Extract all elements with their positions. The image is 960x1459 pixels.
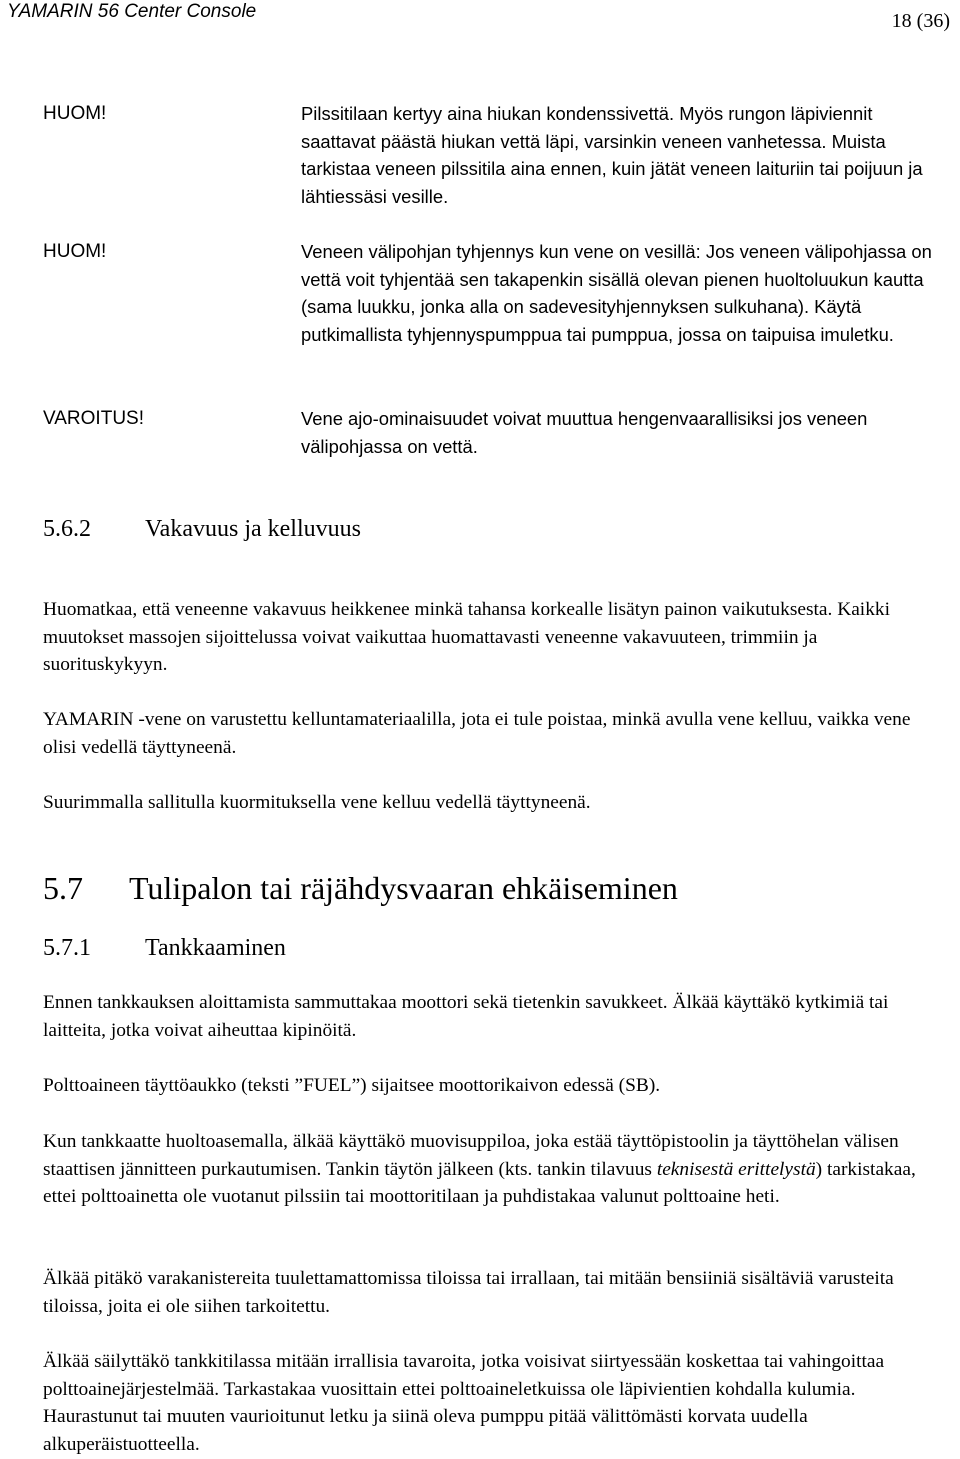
notice-label: HUOM! xyxy=(43,241,107,262)
warning-text: Vene ajo-ominaisuudet voivat muuttua hengenvaarallisiksi jos veneen välipohjassa on vettä. xyxy=(301,408,868,457)
paragraph-text: Kun tankkaatte huoltoasemalla, älkää käyttäkö muovisuppiloa, joka estää täyttöpistoolin ja täyttöhelan välisen staattisen jännitteen purkautumisen. Tankin täytön jälkeen (kts. tankin tilavuus xyxy=(43,1131,899,1180)
notice-text: Veneen välipohjan tyhjennys kun vene on vesillä: Jos veneen välipohjassa on vettä voit tyhjentää sen takapenkin sisällä olevan pienen huoltoluukun kautta (sama luukku, jonka alla on sadevesityhjennyksen sulkuhana). Käytä putkimallista tyhjennyspumppua tai pumppua, jossa on taipuisa imuletku. xyxy=(301,241,932,345)
paragraph: Huomatkaa, että veneenne vakavuus heikkenee minkä tahansa korkealle lisätyn painon vaikutuksesta. Kaikki muutokset massojen sijoittelussa voivat vaikuttaa huomattavasti veneenne vakavuuteen, trimmiin ja suorituskykyyn. xyxy=(43,599,890,675)
paragraph: Älkää pitäkö varakanistereita tuulettamattomissa tiloissa tai irrallaan, tai mitään bensiiniä sisältäviä varusteita tiloissa, joita ei ole siihen tarkoitettu. xyxy=(43,1268,894,1317)
section-number: 5.7 xyxy=(43,870,83,906)
paragraph: Ennen tankkauksen aloittamista sammuttakaa moottori sekä tietenkin savukkeet. Älkää käyttäkö kytkimiä tai laitteita, jotka voivat aiheuttaa kipinöitä. xyxy=(43,992,889,1041)
italic-reference: teknisestä erittelystä xyxy=(656,1158,816,1180)
paragraph: Älkää säilyttäkö tankkitilassa mitään irrallisia tavaroita, jotka voisivat siirtyessään koskettaa tai vahingoittaa polttoainejärjestelmää. Tarkastakaa vuosittain ettei polttoaineletkuissa ole läpivientien kohdalla kulumia. Haurastunut tai muuten vaurioitunut letku ja siinä oleva pumppu pitää välittömästi korvata uudella alkuperäistuotteella. xyxy=(43,1351,885,1455)
notice-label: HUOM! xyxy=(43,103,107,124)
document-header-title: YAMARIN 56 Center Console xyxy=(7,1,257,22)
section-number: 5.6.2 xyxy=(43,516,91,542)
section-number: 5.7.1 xyxy=(43,935,91,961)
section-title: Vakavuus ja kelluvuus xyxy=(145,516,361,542)
section-title: Tulipalon tai räjähdysvaaran ehkäiseminen xyxy=(129,870,678,906)
paragraph: Polttoaineen täyttöaukko (teksti ”FUEL”) sijaitsee moottorikaivon edessä (SB). xyxy=(43,1075,661,1096)
paragraph: YAMARIN -vene on varustettu kelluntamateriaalilla, jota ei tule poistaa, minkä avulla vene kelluu, vaikka vene olisi vedellä täyttyneenä. xyxy=(43,709,911,758)
paragraph xyxy=(43,1128,933,1211)
paragraph-text: ) tarkistakaa, ettei polttoainetta ole vuotanut pilssiin tai moottoritilaan ja puhdistakaa valunut polttoaine heti. xyxy=(43,1158,916,1207)
page-number: 18 (36) xyxy=(891,10,950,32)
notice-text: Pilssitilaan kertyy aina hiukan kondenssivettä. Myös rungon läpiviennit saattavat päästä hiukan vettä läpi, varsinkin veneen vanhetessa. Muista tarkistaa veneen pilssitila aina ennen, kuin jätät veneen laituriin tai poijuun ja lähtiessäsi vesille. xyxy=(301,103,923,207)
paragraph: Suurimmalla sallitulla kuormituksella vene kelluu vedellä täyttyneenä. xyxy=(43,792,591,813)
warning-label: VAROITUS! xyxy=(43,408,144,429)
section-title: Tankkaaminen xyxy=(145,935,286,961)
